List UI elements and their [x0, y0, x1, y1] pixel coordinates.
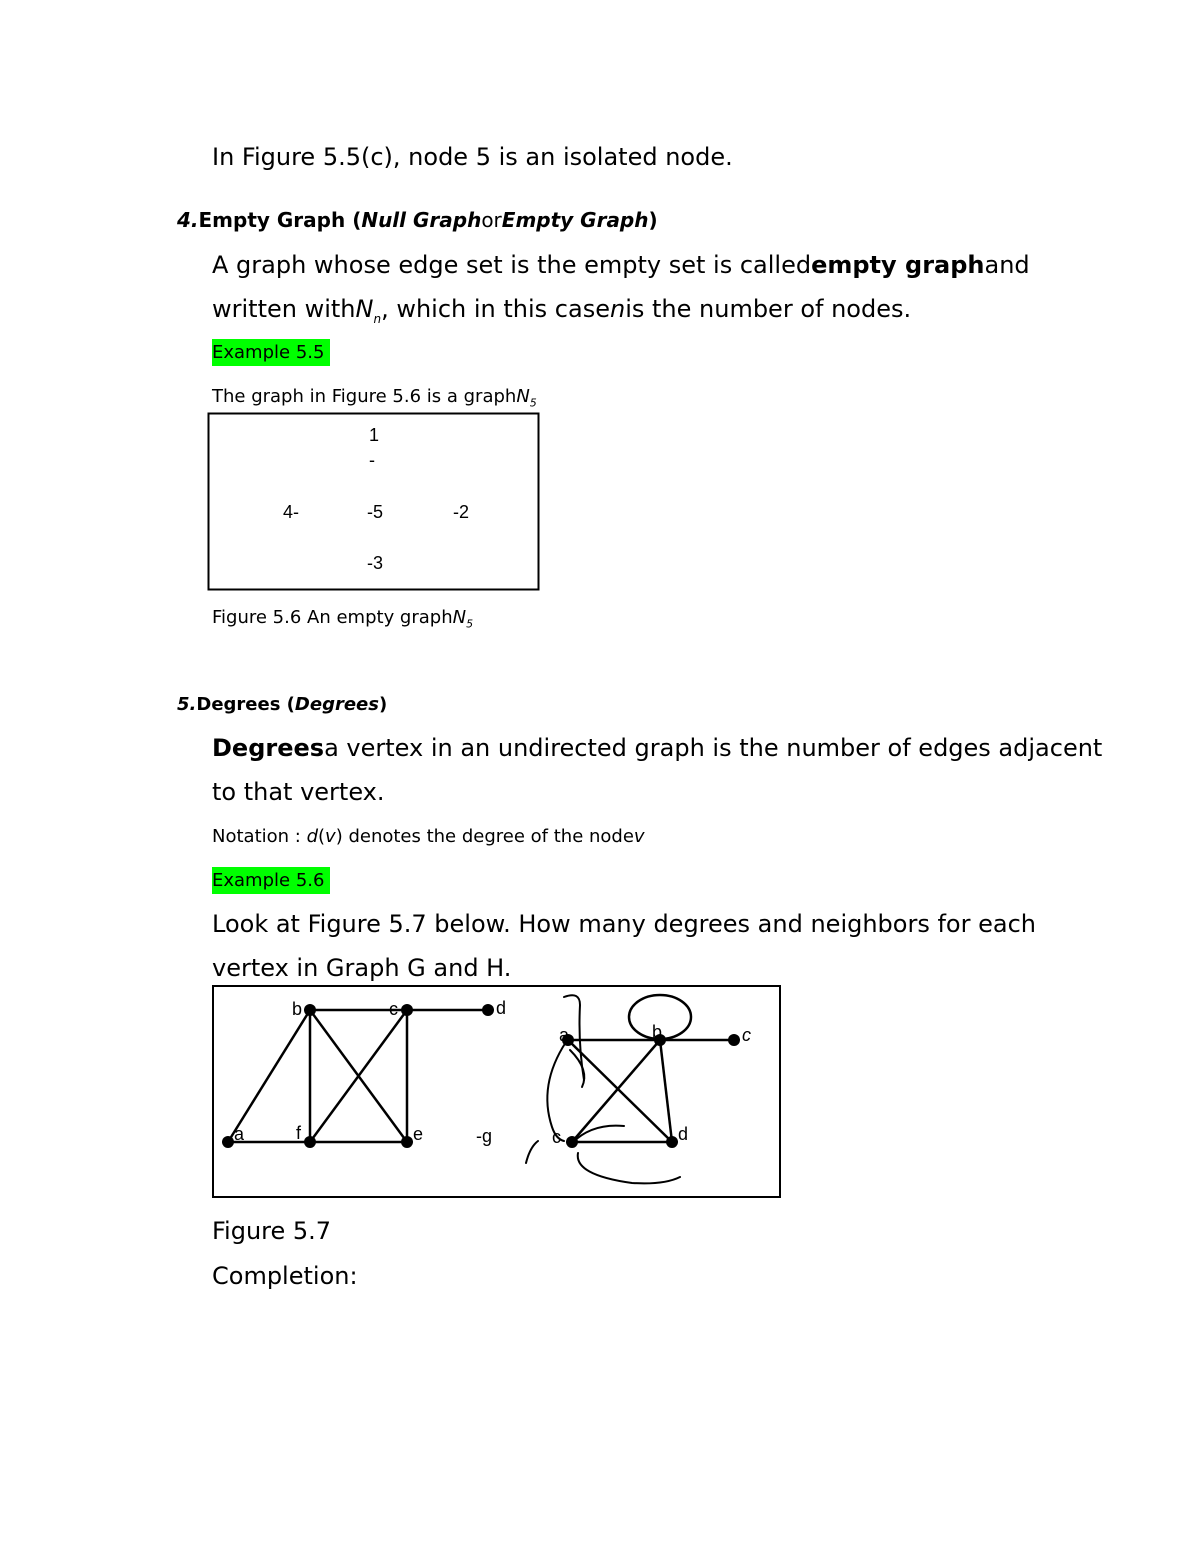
notation-paren-open: (: [318, 826, 326, 847]
degree-notation: [212, 828, 645, 846]
example-5-6-line2: vertex in Graph G and H.: [212, 954, 512, 982]
node-g-e: [401, 1136, 413, 1148]
label-g-a: a: [234, 1124, 245, 1144]
node-g-d: [482, 1004, 494, 1016]
section-4-or: or: [481, 208, 502, 232]
node-h-d: [666, 1136, 678, 1148]
figure-5-6: [207, 412, 541, 592]
node-3-label: -3: [367, 553, 384, 573]
section-5-heading: [177, 696, 387, 714]
figure-5-7-svg: [212, 985, 782, 1200]
def4-text-c: and: [984, 251, 1030, 279]
def4-symbol: N: [355, 295, 374, 323]
empty-graph-definition-line1: [212, 253, 1030, 277]
section-4-title: Empty Graph (: [198, 208, 362, 232]
label-g-d: d: [496, 998, 507, 1018]
hand-stroke-bottom: [578, 1153, 680, 1183]
example-5-6-line1: Look at Figure 5.7 below. How many degrees and neighbors for each: [212, 910, 1036, 938]
example-5-5-symbol: N: [516, 386, 530, 407]
label-h-a: a: [559, 1025, 570, 1045]
node-1-dot: -: [369, 450, 375, 470]
section-4-alt2: Empty Graph: [501, 208, 649, 232]
def4-number-of-nodes: is the number of nodes.: [625, 295, 912, 323]
degree-definition-line1: [212, 736, 1102, 760]
def4-symbol-sub: n: [373, 311, 382, 326]
label-h-d: d: [678, 1124, 689, 1144]
degree-term: Degrees: [212, 734, 325, 762]
figure-5-7-caption: Figure 5.7: [212, 1217, 332, 1245]
label-g-c: c: [389, 999, 398, 1019]
example-5-5-sentence: The graph in Figure 5.6 is a graph: [212, 386, 517, 407]
figure-5-6-caption-sub: 5: [466, 617, 474, 631]
section-4-close: ): [648, 208, 658, 232]
section-5-alt: Degrees: [294, 694, 379, 715]
label-h-c: c: [742, 1025, 751, 1045]
degree-definition-text: a vertex in an undirected graph is the number of edges adjacent: [324, 734, 1103, 762]
def4-written-with: written with: [212, 295, 356, 323]
example-5-6-label: [212, 872, 330, 890]
section-4-alt1: Null Graph: [361, 208, 482, 232]
notation-v2: v: [633, 826, 645, 847]
edge-h-b-d: [660, 1040, 672, 1142]
example-5-5-symbol-sub: 5: [529, 396, 537, 410]
node-1-label: 1: [369, 425, 380, 445]
example-5-6-highlight: Example 5.6: [212, 867, 330, 894]
def4-which: , which in this case: [381, 295, 610, 323]
label-g-f: f: [296, 1123, 302, 1143]
section-4-number: 4.: [177, 208, 199, 232]
section-5-title: Degrees (: [196, 694, 295, 715]
def4-n: n: [609, 295, 626, 323]
hand-stroke-small: [526, 1141, 538, 1163]
node-g-a: [222, 1136, 234, 1148]
example-5-5-highlight: Example 5.5: [212, 339, 330, 366]
label-g-e: e: [413, 1124, 424, 1144]
node-5-label: -5: [367, 502, 384, 522]
node-4-label: 4-: [283, 502, 300, 522]
label-g-b: b: [292, 999, 303, 1019]
notation-paren-close: ): [335, 826, 343, 847]
notation-text: denotes the degree of the node: [342, 826, 634, 847]
degree-definition-line2: to that vertex.: [212, 778, 385, 806]
example-5-5-text: [212, 388, 537, 409]
node-2-label: -2: [453, 502, 470, 522]
node-g-c: [401, 1004, 413, 1016]
notation-d: d: [306, 826, 318, 847]
notation-label: Notation :: [212, 826, 307, 847]
node-h-c2: [566, 1136, 578, 1148]
label-h-c2: c: [552, 1127, 561, 1147]
empty-graph-definition-line2: [212, 297, 911, 325]
isolated-node-sentence: In Figure 5.5(c), node 5 is an isolated node.: [212, 143, 733, 171]
section-4-heading: [177, 210, 658, 230]
node-h-c: [728, 1034, 740, 1046]
figure-5-6-caption: [212, 609, 473, 630]
completion-label: Completion:: [212, 1262, 358, 1290]
notation-v: v: [325, 826, 336, 847]
label-h-b: b: [652, 1022, 663, 1042]
figure-5-6-caption-text: Figure 5.6 An empty graph: [212, 607, 453, 628]
section-5-close: ): [378, 694, 388, 715]
graph-h-edges: [568, 995, 734, 1142]
figure-5-6-caption-symbol: N: [452, 607, 467, 628]
node-g-f: [304, 1136, 316, 1148]
figure-5-6-svg: [207, 412, 541, 592]
def4-term: empty graph: [811, 251, 985, 279]
example-5-5-label: [212, 344, 330, 362]
label-g-g: -g: [476, 1126, 493, 1146]
graph-g-edges: [228, 1010, 488, 1142]
section-5-number: 5.: [177, 694, 197, 715]
figure-5-7: [212, 985, 782, 1200]
def4-text-a: A graph whose edge set is the empty set is called: [212, 251, 812, 279]
node-g-b: [304, 1004, 316, 1016]
